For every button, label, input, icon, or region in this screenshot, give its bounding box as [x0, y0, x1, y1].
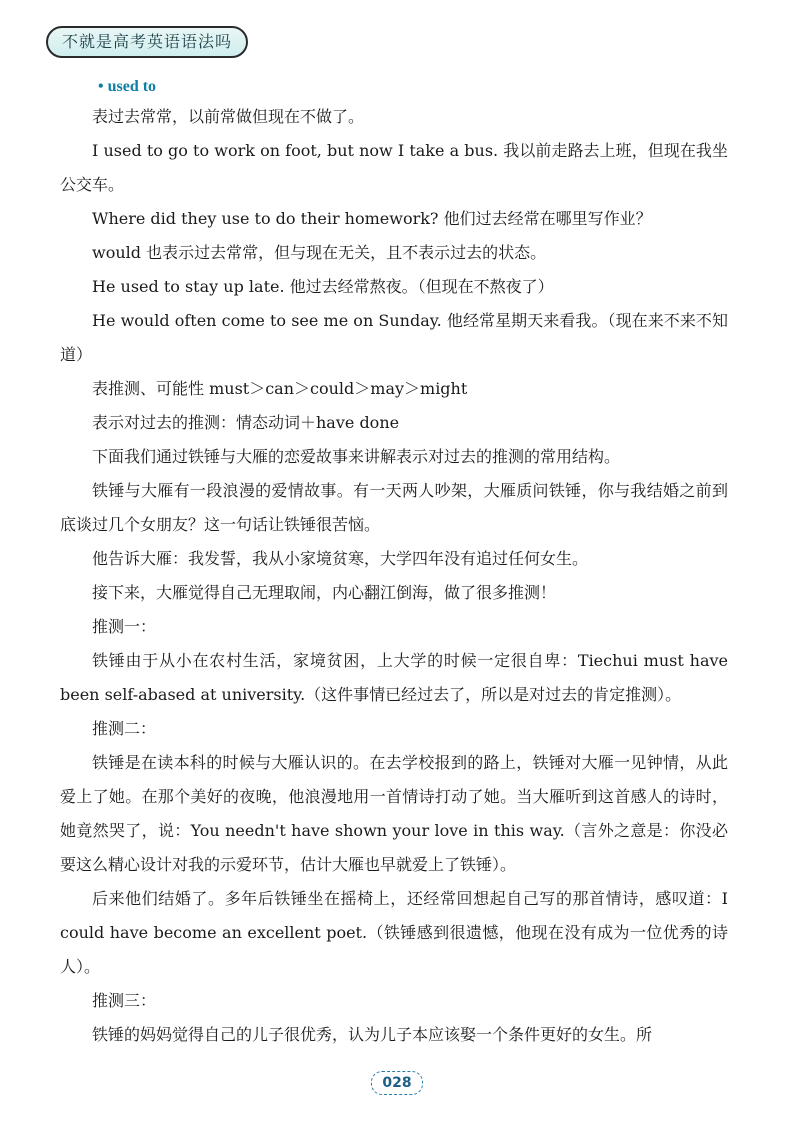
body-text — [60, 100, 728, 1052]
paragraph: 他告诉大雁：我发誓，我从小家境贫寒，大学四年没有追过任何女生。 — [92, 549, 589, 568]
paragraph: 铁锤的妈妈觉得自己的儿子很优秀，认为儿子本应该娶一个条件更好的女生。所 — [92, 1025, 653, 1044]
paragraph: He would often come to see me on Sunday. 他经常星期天来看我。（现在来不来不知道） — [60, 311, 728, 364]
paragraph: Where did they use to do their homework? 他们过去经常在哪里写作业？ — [92, 209, 652, 228]
paragraph: 表过去常常，以前常做但现在不做了。 — [92, 107, 365, 126]
paragraph: 铁锤是在读本科的时候与大雁认识的。在去学校报到的路上，铁锤对大雁一见钟情，从此爱上了她。在那个美好的夜晚，他浪漫地用一首情诗打动了她。当大雁听到这首感人的诗时，她竟然哭了，说：You needn't have shown your love in this way.（言外之意是：你没必要这么精心设计对我的示爱环节，估计大雁也早就爱上了铁锤）。 — [60, 753, 728, 874]
paragraph: 后来他们结婚了。多年后铁锤坐在摇椅上，还经常回想起自己写的那首情诗，感叹道：I could have become an excellent poet.（铁锤感到很遗憾，他现在没有成为一位优秀的诗人）。 — [60, 889, 728, 976]
paragraph: He used to stay up late. 他过去经常熬夜。（但现在不熬夜了） — [92, 277, 554, 296]
subheading: 推测一： — [92, 617, 157, 636]
paragraph: 表推测、可能性 must＞can＞could＞may＞might — [92, 379, 468, 398]
paragraph: I used to go to work on foot, but now I take a bus. 我以前走路去上班，但现在我坐公交车。 — [60, 141, 728, 194]
subheading: 推测二： — [92, 719, 157, 738]
paragraph: 接下来，大雁觉得自己无理取闹，内心翻江倒海，做了很多推测！ — [92, 583, 557, 602]
paragraph: 铁锤与大雁有一段浪漫的爱情故事。有一天两人吵架，大雁质问铁锤，你与我结婚之前到底谈过几个女朋友？这一句话让铁锤很苦恼。 — [60, 481, 728, 534]
page-number: 028 — [371, 1071, 423, 1095]
section-title: • used to — [98, 78, 157, 95]
paragraph: would 也表示过去常常，但与现在无关，且不表示过去的状态。 — [92, 243, 547, 262]
subheading: 推测三： — [92, 991, 157, 1010]
paragraph: 表示对过去的推测：情态动词＋have done — [92, 413, 400, 432]
paragraph: 铁锤由于从小在农村生活，家境贫困，上大学的时候一定很自卑：Tiechui must have been self-abased at university.（这件事情已经过去了，所以是对过去的肯定推测）。 — [60, 651, 728, 704]
paragraph: 下面我们通过铁锤与大雁的恋爱故事来讲解表示对过去的推测的常用结构。 — [92, 447, 621, 466]
book-title-tag: 不就是高考英语语法吗 — [46, 26, 248, 58]
